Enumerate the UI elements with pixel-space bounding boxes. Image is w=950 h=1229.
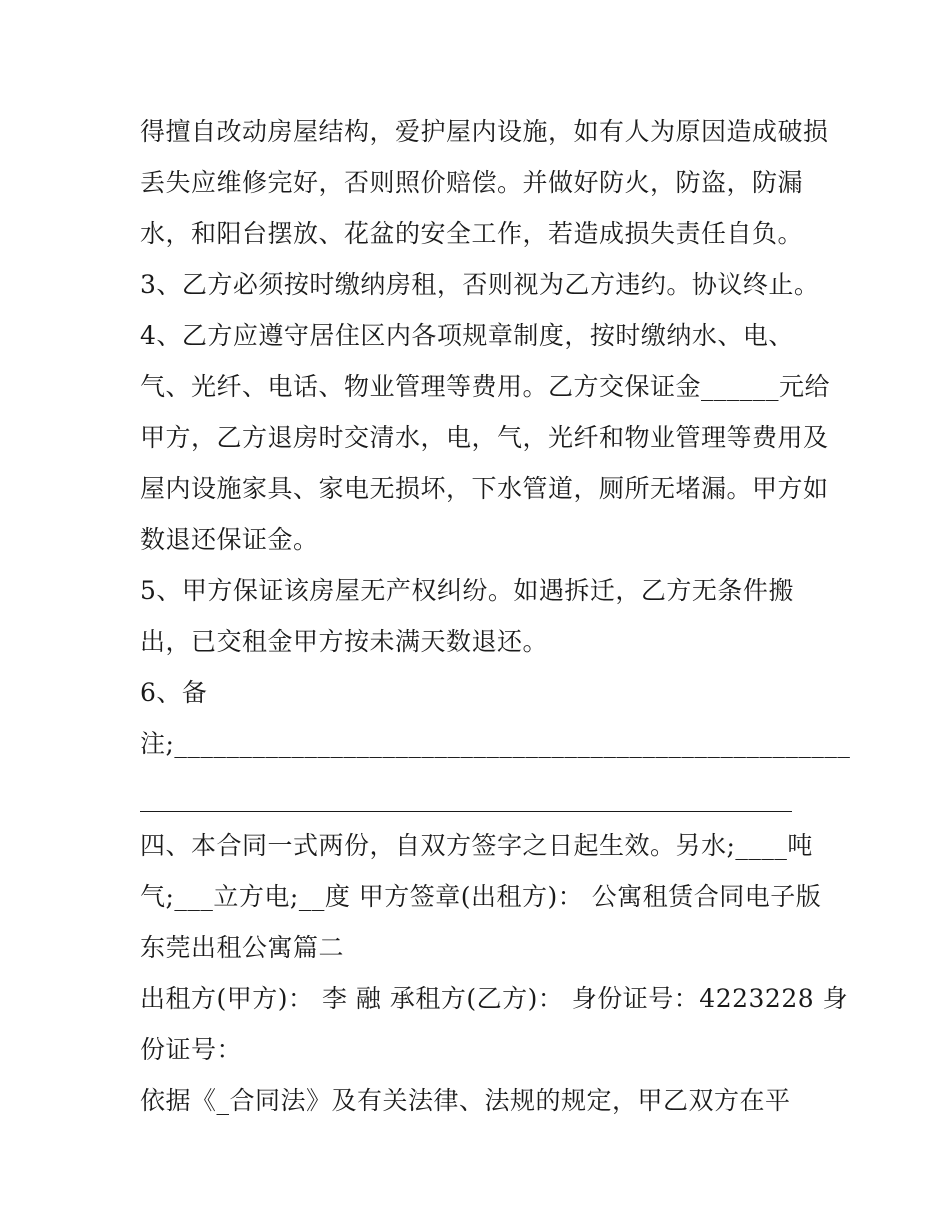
text-line: 得擅自改动房屋结构，爱护屋内设施，如有人为原因造成破损 [140, 117, 829, 146]
text-line: 依据《_合同法》及有关法律、法规的规定，甲乙双方在平 [140, 1086, 791, 1115]
blank-rule [140, 811, 792, 812]
text-line: 气;___立方电;__度 甲方签章(出租方)： 公寓租赁合同电子版 [140, 882, 822, 911]
remarks-line: 注;____________________________________________________ [140, 729, 851, 758]
parties-line: 出租方(甲方)： 李 融 承租方(乙方)： 身份证号：4223228 身 [140, 984, 849, 1013]
remarks-blank-rule [140, 769, 820, 820]
text-line: 丢失应维修完好，否则照价赔偿。并做好防火，防盗，防漏 [140, 168, 804, 197]
text-line: 屋内设施家具、家电无损坏，下水管道，厕所无堵漏。甲方如 [140, 474, 829, 503]
section-4: 四、本合同一式两份，自双方签字之日起生效。另水;____吨 [140, 831, 813, 860]
text-line: 数退还保证金。 [140, 525, 319, 554]
text-line: 甲方，乙方退房时交清水，电，气，光纤和物业管理等费用及 [140, 423, 829, 452]
section-title: 东莞出租公寓篇二 [140, 933, 345, 962]
text-line: 气、光纤、电话、物业管理等费用。乙方交保证金______元给 [140, 372, 831, 401]
document-body [140, 106, 851, 1126]
clause-6: 6、备 [140, 678, 208, 707]
text-line: 份证号： [140, 1035, 243, 1064]
text-line: 水，和阳台摆放、花盆的安全工作，若造成损失责任自负。 [140, 219, 804, 248]
clause-4: 4、乙方应遵守居住区内各项规章制度，按时缴纳水、电、 [140, 321, 794, 350]
clause-3: 3、乙方必须按时缴纳房租，否则视为乙方违约。协议终止。 [140, 270, 820, 299]
text-line: 出，已交租金甲方按未满天数退还。 [140, 627, 549, 656]
clause-5: 5、甲方保证该房屋无产权纠纷。如遇拆迁，乙方无条件搬 [140, 576, 794, 605]
